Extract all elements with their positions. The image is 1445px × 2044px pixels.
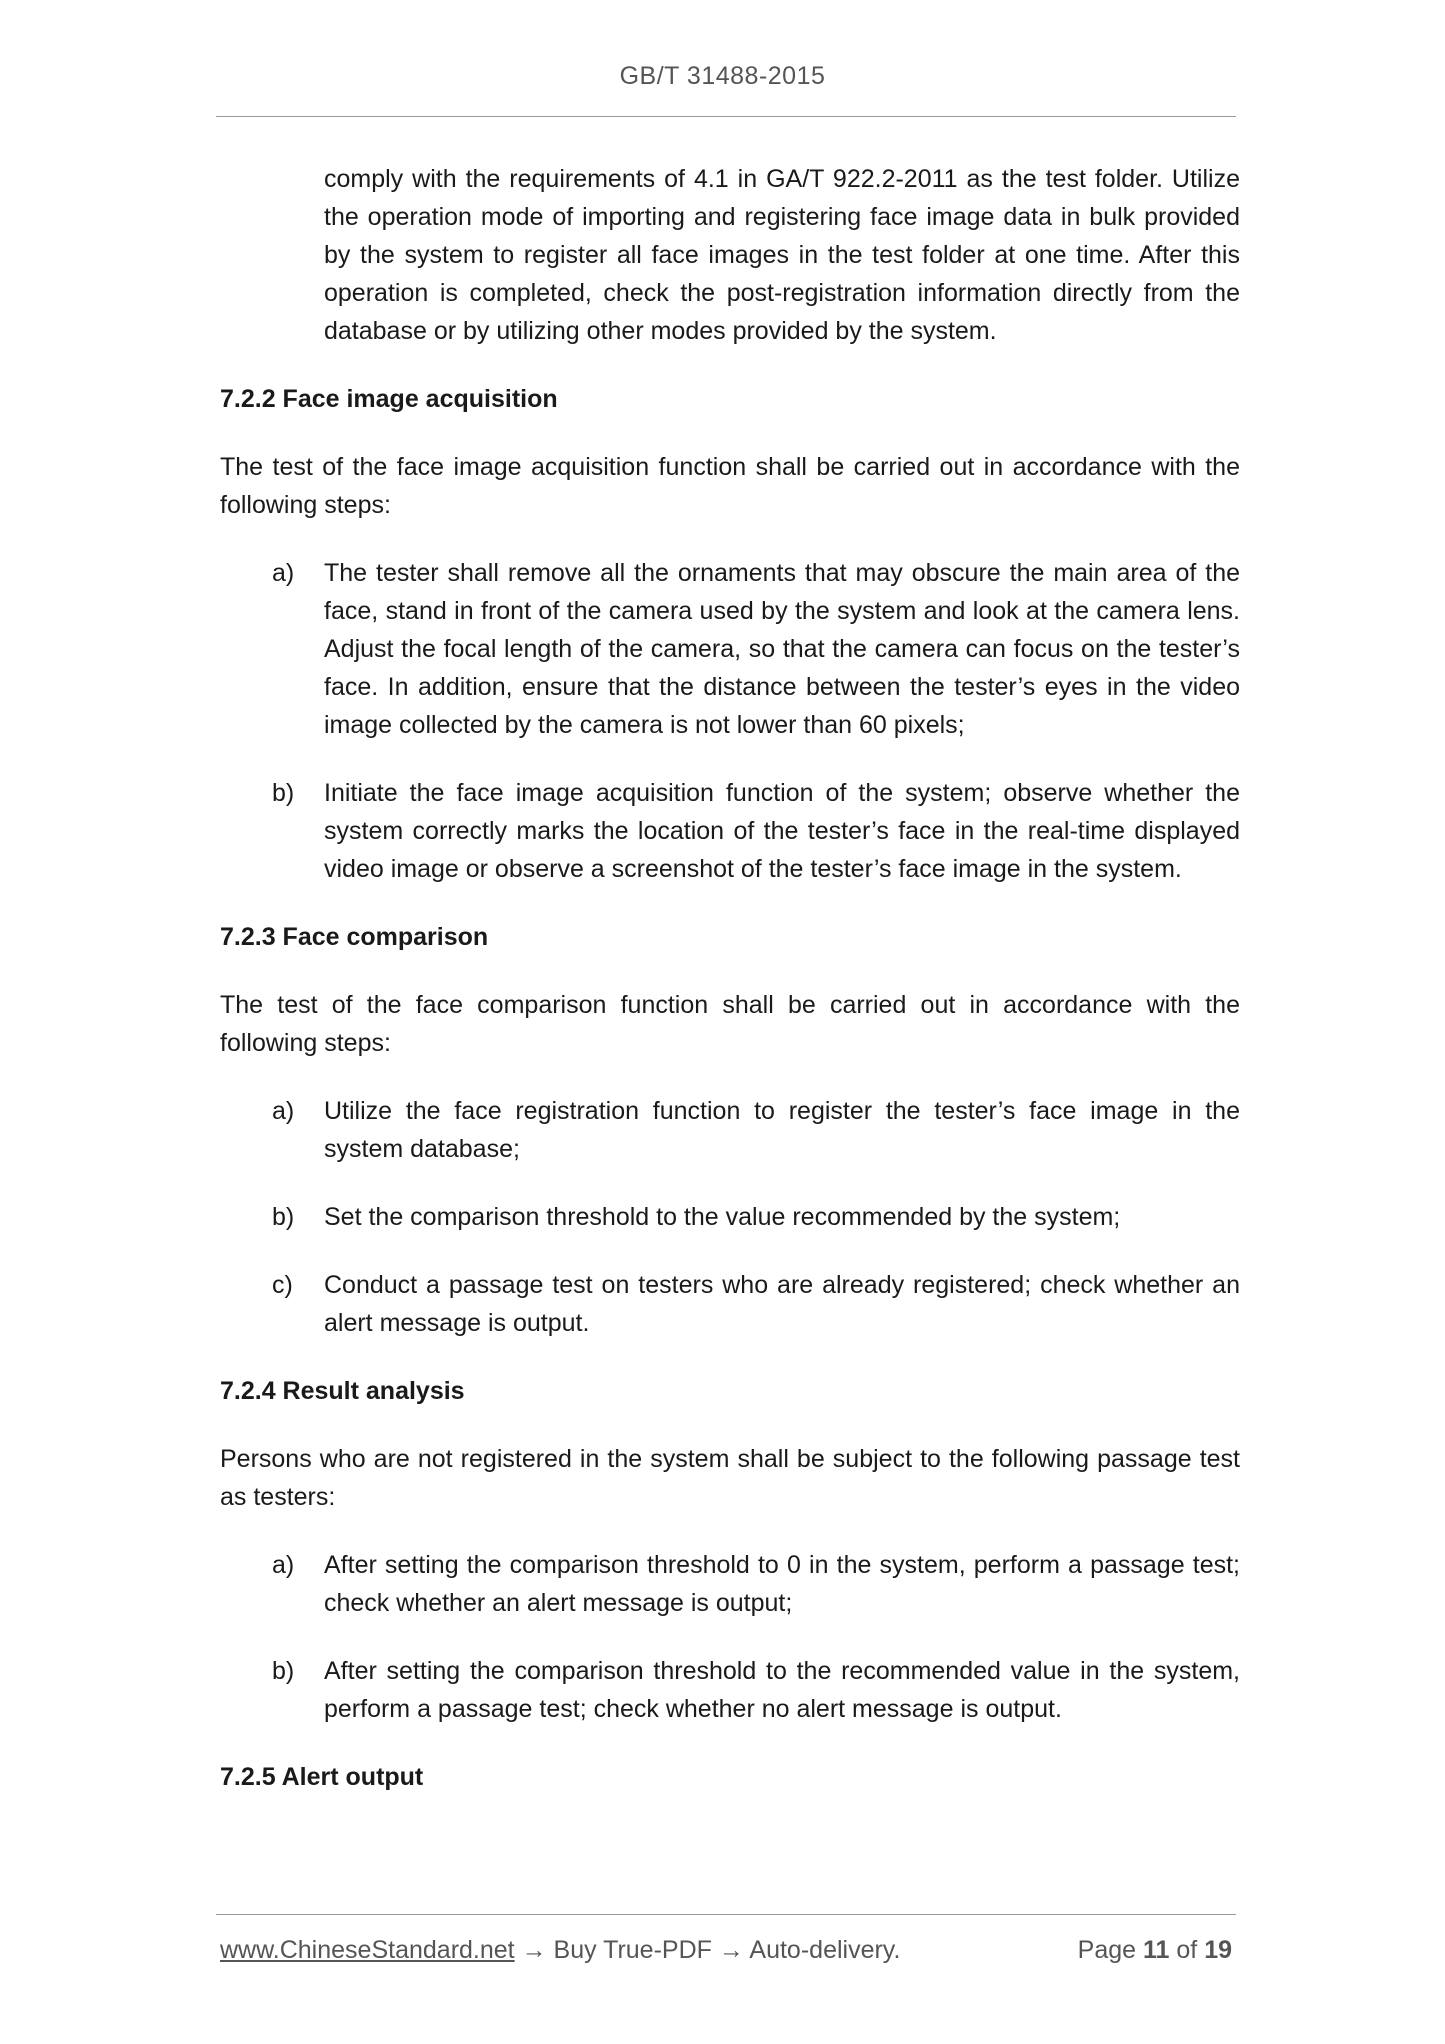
- website-link[interactable]: www.ChineseStandard.net: [220, 1936, 515, 1964]
- list-item: [220, 1092, 1240, 1168]
- list-item-text: The tester shall remove all the ornaments that may obscure the main area of the face, stand in front of the camera used by the system and look at the camera lens. Adjust the focal length of the camera, so that the camera can focus on the tester’s face. In addition, ensure that the distance between the tester’s eyes in the video image collected by the camera is not lower than 60 pixels;: [324, 559, 1240, 739]
- list-item: [220, 1266, 1240, 1342]
- footer-divider: [216, 1914, 1236, 1915]
- list-marker: b): [272, 1657, 295, 1685]
- total-pages-number: 19: [1204, 1936, 1232, 1964]
- list-marker: a): [272, 559, 295, 587]
- section-intro-7-2-2: The test of the face image acquisition function shall be carried out in accordance with the following steps:: [220, 453, 1240, 519]
- list-marker: c): [272, 1271, 293, 1299]
- list-item-text: Initiate the face image acquisition function of the system; observe whether the system correctly marks the location of the tester’s face in the real-time displayed video image or observe a screenshot of the tester’s face image in the system.: [324, 779, 1240, 883]
- intro-paragraph: comply with the requirements of 4.1 in GA/T 922.2-2011 as the test folder. Utilize the operation mode of importing and registering face image data in bulk provided by the system to register all face images in the test folder at one time. After this operation is completed, check the post-registration information directly from the database or by utilizing other modes provided by the system.: [324, 165, 1240, 345]
- list-item-text: After setting the comparison threshold to the recommended value in the system, perform a passage test; check whether no alert message is output.: [324, 1657, 1240, 1723]
- list-item: [220, 1546, 1240, 1622]
- section-heading-7-2-4: 7.2.4 Result analysis: [220, 1377, 465, 1405]
- page-indicator: [1078, 1936, 1232, 1965]
- of-label: of: [1176, 1936, 1198, 1964]
- section-heading-7-2-3: 7.2.3 Face comparison: [220, 923, 489, 951]
- document-header: GB/T 31488-2015: [619, 62, 826, 90]
- list-item: [220, 1198, 1240, 1236]
- list-item-text: Utilize the face registration function to register the tester’s face image in the system database;: [324, 1097, 1240, 1163]
- list-item-text: Conduct a passage test on testers who are already registered; check whether an alert message is output.: [324, 1271, 1240, 1337]
- list-marker: b): [272, 1203, 295, 1231]
- section-intro-7-2-4: Persons who are not registered in the system shall be subject to the following passage test as testers:: [220, 1445, 1240, 1511]
- footer-promo: [220, 1936, 900, 1965]
- section-heading-7-2-5: 7.2.5 Alert output: [220, 1763, 424, 1791]
- list-marker: b): [272, 779, 295, 807]
- list-marker: a): [272, 1551, 295, 1579]
- section-intro-7-2-3: The test of the face comparison function shall be carried out in accordance with the following steps:: [220, 991, 1240, 1057]
- list-item-text: After setting the comparison threshold to 0 in the system, perform a passage test; check whether an alert message is output;: [324, 1551, 1240, 1617]
- current-page-number: 11: [1142, 1936, 1170, 1964]
- list-item: [220, 554, 1240, 744]
- document-body: [220, 160, 1240, 1826]
- document-footer: [220, 1936, 1232, 1965]
- list-item: [220, 1652, 1240, 1728]
- list-item: [220, 774, 1240, 888]
- header-divider: [216, 116, 1236, 117]
- list-item-text: Set the comparison threshold to the value recommended by the system;: [324, 1203, 1121, 1231]
- list-marker: a): [272, 1097, 295, 1125]
- section-heading-7-2-2: 7.2.2 Face image acquisition: [220, 385, 558, 413]
- footer-promo-text: → Buy True-PDF → Auto-delivery.: [521, 1936, 901, 1964]
- page-label: Page: [1077, 1936, 1137, 1964]
